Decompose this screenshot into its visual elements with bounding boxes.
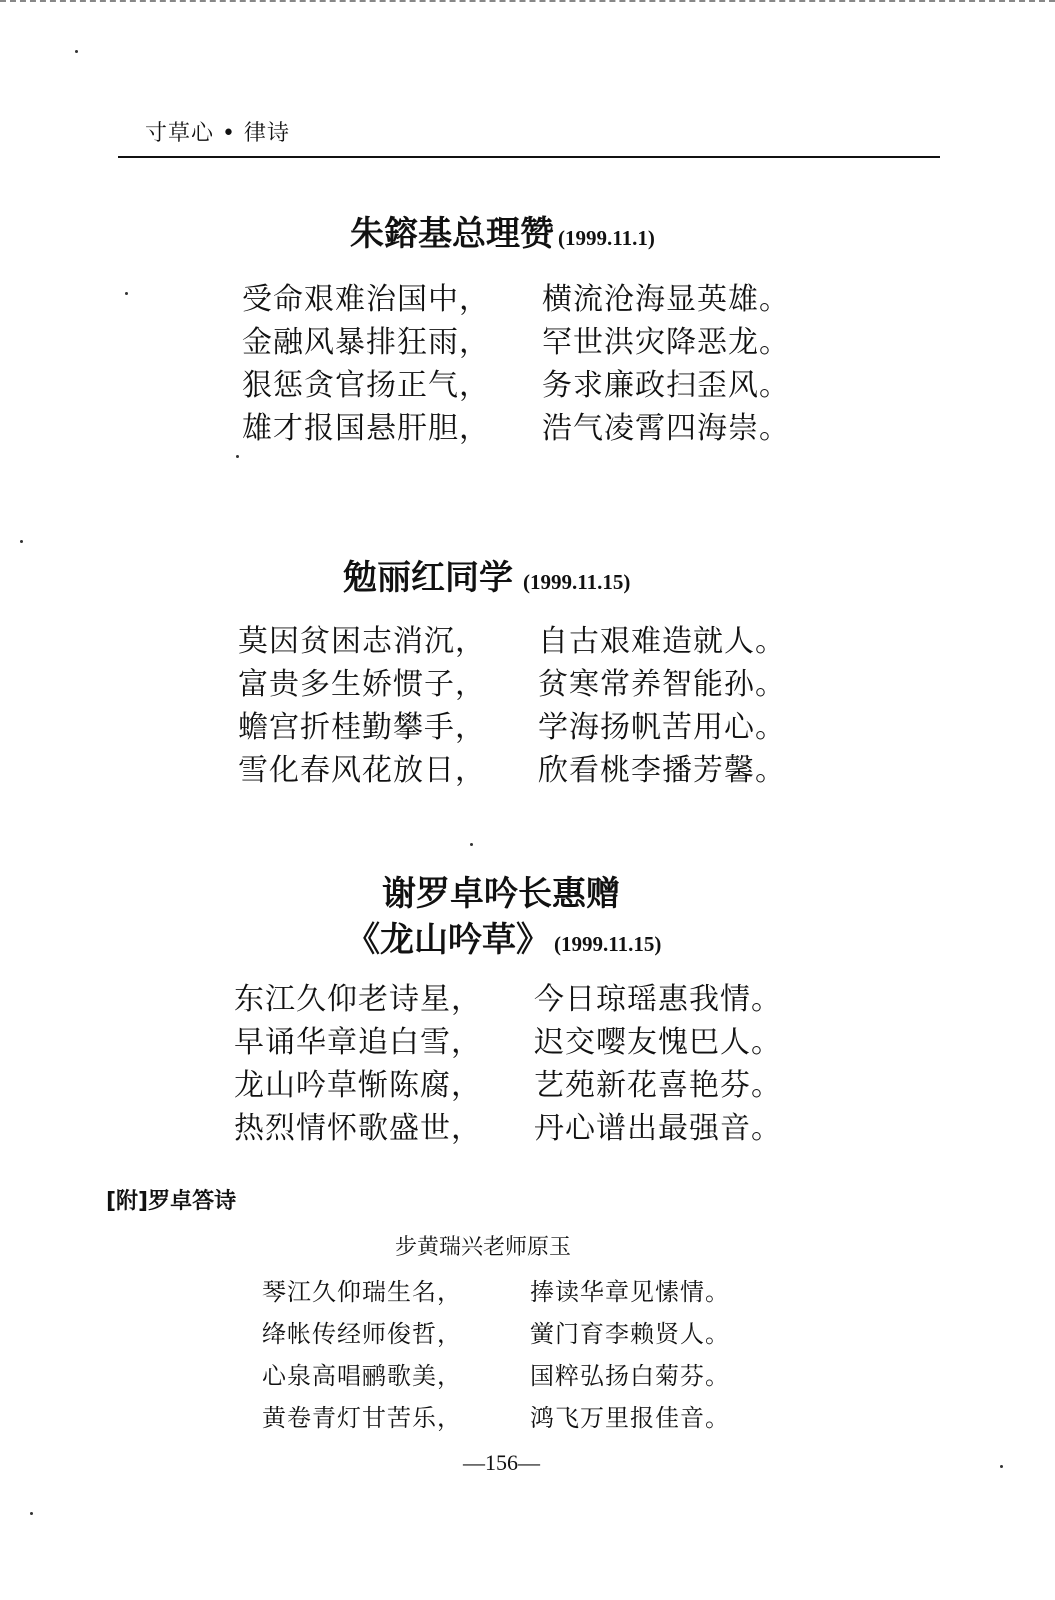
poem-line	[234, 1103, 782, 1147]
appendix-line	[262, 1272, 730, 1307]
line-left: 东江久仰老诗星，	[234, 982, 482, 1017]
line-left: 绛帐传经师俊哲，	[262, 1320, 462, 1348]
line-left: 雄才报国悬肝胆，	[242, 411, 490, 446]
poem-line	[234, 1017, 782, 1061]
line-left: 心泉高唱鹂歌美，	[262, 1362, 462, 1390]
poem-line	[238, 659, 786, 703]
poem-line	[234, 1060, 782, 1104]
line-right: 罕世洪灾降恶龙。	[542, 325, 790, 360]
line-right: 丹心谱出最强音。	[534, 1111, 782, 1146]
poem-title-text: 《龙山吟草》	[346, 920, 550, 960]
scan-speck	[236, 455, 239, 458]
line-left: 莫因贫困志消沉，	[238, 624, 486, 659]
page-number: —156—	[463, 1450, 540, 1475]
line-right: 横流沧海显英雄。	[542, 282, 790, 317]
poem-date: (1999.11.15)	[523, 570, 631, 594]
appendix-subtitle: 步黄瑞兴老师原玉	[395, 1235, 572, 1260]
line-left: 早诵华章追白雪，	[234, 1025, 482, 1060]
appendix-line	[262, 1314, 730, 1349]
line-right: 今日琼瑶惠我情。	[534, 982, 782, 1017]
scan-speck	[1000, 1465, 1003, 1468]
scan-edge	[0, 0, 1055, 8]
line-right: 学海扬帆苦用心。	[538, 710, 786, 745]
scan-speck	[30, 1512, 33, 1515]
poem-line	[242, 403, 790, 447]
header-rule	[118, 156, 940, 158]
poem-line	[242, 360, 790, 404]
line-right: 贫寒常养智能孙。	[538, 667, 786, 702]
poem-title-text: 勉丽红同学	[343, 558, 513, 598]
scan-speck	[20, 540, 23, 543]
poem-line	[242, 274, 790, 318]
line-right: 鸿飞万里报佳音。	[530, 1404, 730, 1432]
poem-line	[242, 317, 790, 361]
line-left: 富贵多生娇惯子，	[238, 667, 486, 702]
line-left: 热烈情怀歌盛世，	[234, 1111, 482, 1146]
line-right: 浩气凌霄四海崇。	[542, 411, 790, 446]
poem-title	[343, 550, 630, 599]
poem-line	[238, 616, 786, 660]
line-right: 国粹弘扬白菊芬。	[530, 1362, 730, 1390]
poem-line	[238, 702, 786, 746]
poem-title-text: 朱鎔基总理赞	[350, 214, 554, 254]
poem-title: 谢罗卓吟长惠赠	[382, 874, 620, 914]
line-left: 受命艰难治国中，	[242, 282, 490, 317]
line-left: 黄卷青灯甘苦乐，	[262, 1404, 462, 1432]
line-right: 捧读华章见愫情。	[530, 1278, 730, 1306]
poem-title	[350, 206, 655, 255]
appendix-label: [附]罗卓答诗	[106, 1189, 237, 1214]
line-left: 龙山吟草惭陈腐，	[234, 1068, 482, 1103]
scan-speck	[75, 50, 78, 53]
poem-date: (1999.11.15)	[554, 932, 662, 956]
line-left: 金融风暴排狂雨，	[242, 325, 490, 360]
line-right: 艺苑新花喜艳芬。	[534, 1068, 782, 1103]
line-left: 狠惩贪官扬正气，	[242, 368, 490, 403]
line-right: 欣看桃李播芳馨。	[538, 753, 786, 788]
line-left: 雪化春风花放日，	[238, 753, 486, 788]
line-right: 黉门育李赖贤人。	[530, 1320, 730, 1348]
scan-speck	[125, 292, 128, 295]
running-head: 寸草心 • 律诗	[145, 121, 290, 146]
appendix-line	[262, 1356, 730, 1391]
poem-line	[238, 745, 786, 789]
line-right: 迟交嘤友愧巴人。	[534, 1025, 782, 1060]
poem-title-line2	[346, 912, 661, 961]
line-left: 蟾宫折桂勤攀手，	[238, 710, 486, 745]
scan-speck	[470, 843, 473, 846]
poem-line	[234, 974, 782, 1018]
line-right: 务求廉政扫歪风。	[542, 368, 790, 403]
line-right: 自古艰难造就人。	[538, 624, 786, 659]
poem-date: (1999.11.1)	[558, 226, 655, 250]
line-left: 琴江久仰瑞生名，	[262, 1278, 462, 1306]
appendix-line	[262, 1398, 730, 1433]
